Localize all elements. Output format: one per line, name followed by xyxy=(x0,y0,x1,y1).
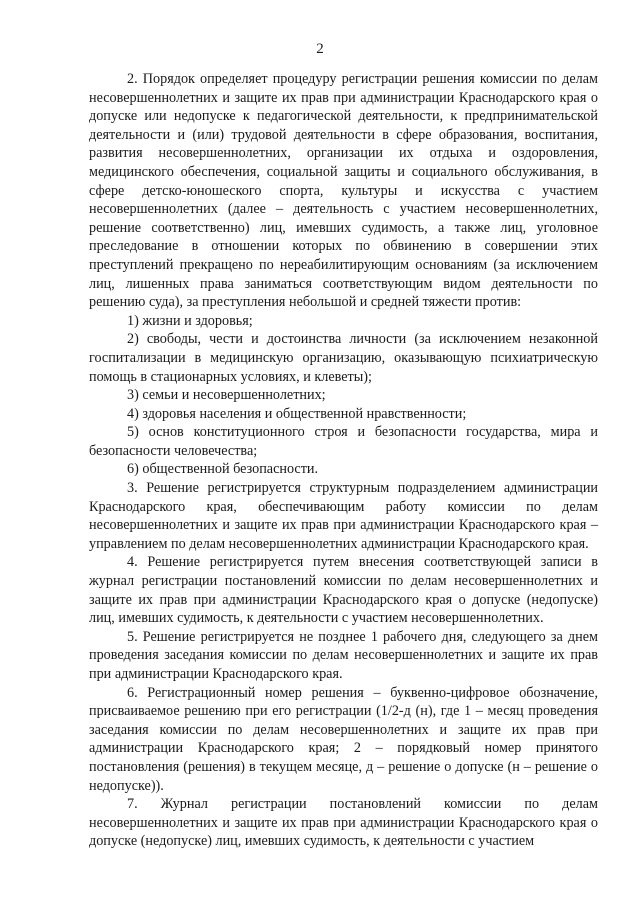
paragraph-6-registration-number: 6. Регистрационный номер решения – буквенно-цифровое обозначение, присваиваемое решению при его регистрации (1/2-д (н), где 1 – месяц проведения заседания комиссии по делам несовершеннолетних и защите их прав при администрации Краснодарского края; 2 – порядковый номер принятого постановления (решения) в текущем месяце, д – решение о допуске (н – решение о недопуске)). xyxy=(89,684,598,794)
document-body xyxy=(89,70,598,851)
list-item-life-health: 1) жизни и здоровья; xyxy=(127,312,253,329)
list-item-freedom-honor: 2) свободы, чести и достоинства личности (за исключением незаконной госпитализации в медицинскую организацию, оказывающую психиатрическую помощь в стационарных условиях, и клеветы); xyxy=(89,331,598,385)
list-item-constitutional-order: 5) основ конституционного строя и безопасности государства, мира и безопасности человечества; xyxy=(89,424,598,459)
list-item-family-minors: 3) семьи и несовершеннолетних; xyxy=(127,387,326,404)
list-item-public-safety: 6) общественной безопасности. xyxy=(127,461,319,478)
paragraph-4-journal-entry: 4. Решение регистрируется путем внесения соответствующей записи в журнал регистрации постановлений комиссии по делам несовершеннолетних и защите их прав при администрации Краснодарского края о допуске (недопуске) лиц, имевших судимость, к деятельности с участием несовершеннолетних. xyxy=(89,554,598,627)
paragraph-2-procedure-scope: 2. Порядок определяет процедуру регистрации решения комиссии по делам несовершеннолетних и защите их прав при администрации Краснодарского края о допуске или недопуске к педагогической деятельности, к предпринимательской деятельности и (или) трудовой деятельности в сфере образования, воспитания, развития несовершеннолетних, организации их отдыха и оздоровления, медицинского обеспечения, социальной защиты и социального обслуживания, в сфере детско-юношеского спорта, культуры и искусства с участием несовершеннолетних (далее – деятельность с участием несовершеннолетних, решение соответственно) лиц, имевших судимость, а также лиц, уголовное преследование в отношении которых по обвинению в совершении этих преступлений прекращено по нереабилитирующим основаниям (за исключением лиц, лишенных права заниматься соответствующим видом деятельности по решению суда), за преступления небольшой и средней тяжести против: xyxy=(89,71,598,311)
page-number: 2 xyxy=(316,41,324,57)
paragraph-3-registering-unit: 3. Решение регистрируется структурным подразделением администрации Краснодарского края, обеспечивающим работу комиссии по делам несовершеннолетних и защите их прав при администрации Краснодарского края – управлением по делам несовершеннолетних администрации Краснодарского края. xyxy=(89,480,598,552)
paragraph-7-journal: 7. Журнал регистрации постановлений комиссии по делам несовершеннолетних и защите их прав при администрации Краснодарского края о допуске (недопуске) лиц, имевших судимость, к деятельности с участием xyxy=(89,796,598,850)
paragraph-5-deadline: 5. Решение регистрируется не позднее 1 рабочего дня, следующего за днем проведения заседания комиссии по делам несовершеннолетних и защите их прав при администрации Краснодарского края. xyxy=(89,628,598,682)
list-item-public-health: 4) здоровья населения и общественной нравственности; xyxy=(127,405,467,422)
